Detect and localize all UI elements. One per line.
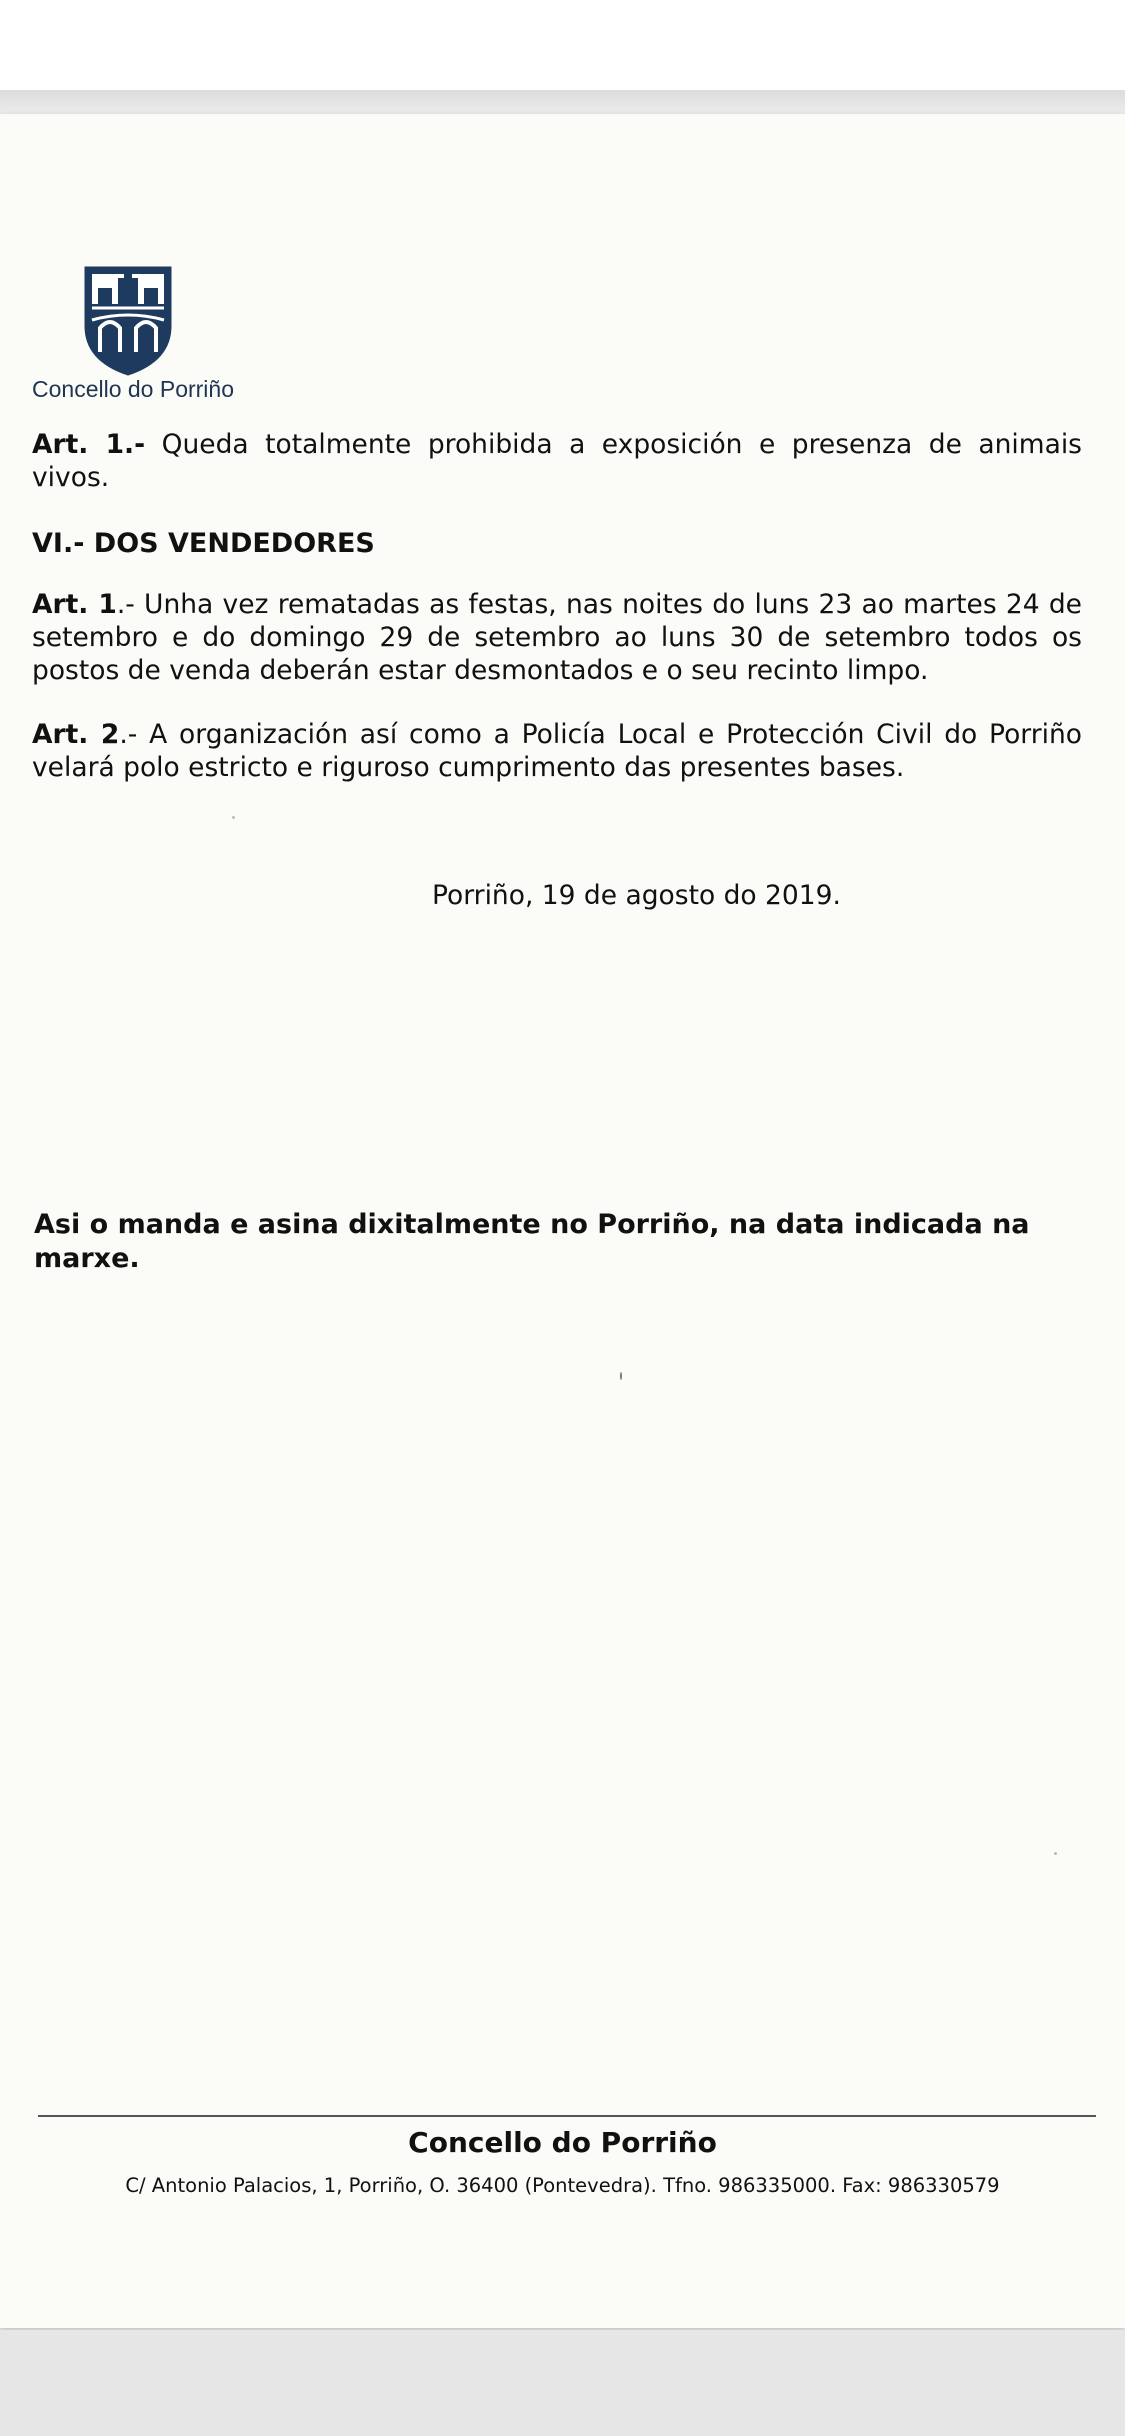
section-heading: VI.- DOS VENDEDORES [32, 528, 375, 559]
viewer-top-bar-shadow [0, 90, 1125, 114]
viewer-top-bar [0, 0, 1125, 90]
section-article-1-text: .- Unha vez rematadas as festas, nas noites do luns 23 ao martes 24 de setembro e do domingo 29 de setembro ao luns 30 de setembro todos os postos de venda deberán estar desmontados e o seu recinto limpo. [32, 589, 1082, 686]
header-org-name: Concello do Porriño [32, 376, 235, 402]
section-article-2-text: .- A organización así como a Policía Local e Protección Civil do Porriño velará polo estricto e riguroso cumprimento das presentes bases. [32, 719, 1083, 783]
footer-address: C/ Antonio Palacios, 1, Porriño, O. 36400 (Pontevedra). Tfno. 986335000. Fax: 986330579 [125, 2174, 1000, 2197]
article-1-text: Queda totalmente prohibida a exposición e presenza de animais vivos. [32, 429, 1082, 493]
article-1-label: Art. 1.- [32, 429, 146, 460]
section-article-2-paragraph [32, 718, 1082, 784]
scan-speck [620, 1372, 622, 1380]
coat-of-arms-shield-icon [82, 264, 174, 376]
date-line: Porriño, 19 de agosto do 2019. [432, 880, 841, 911]
signature-statement: Asi o manda e asina dixitalmente no Porriño, na data indicada na marxe. [34, 1209, 1030, 1274]
section-article-1-paragraph [32, 588, 1082, 687]
footer-divider [38, 2115, 1096, 2117]
viewer-bottom-area [0, 2330, 1125, 2436]
section-article-1-label: Art. 1 [32, 589, 117, 620]
section-article-2-label: Art. 2 [32, 719, 120, 750]
article-1-paragraph [32, 428, 1082, 494]
scan-speck [232, 816, 235, 819]
footer-title: Concello do Porriño [408, 2126, 717, 2159]
scan-speck [1054, 1852, 1057, 1855]
